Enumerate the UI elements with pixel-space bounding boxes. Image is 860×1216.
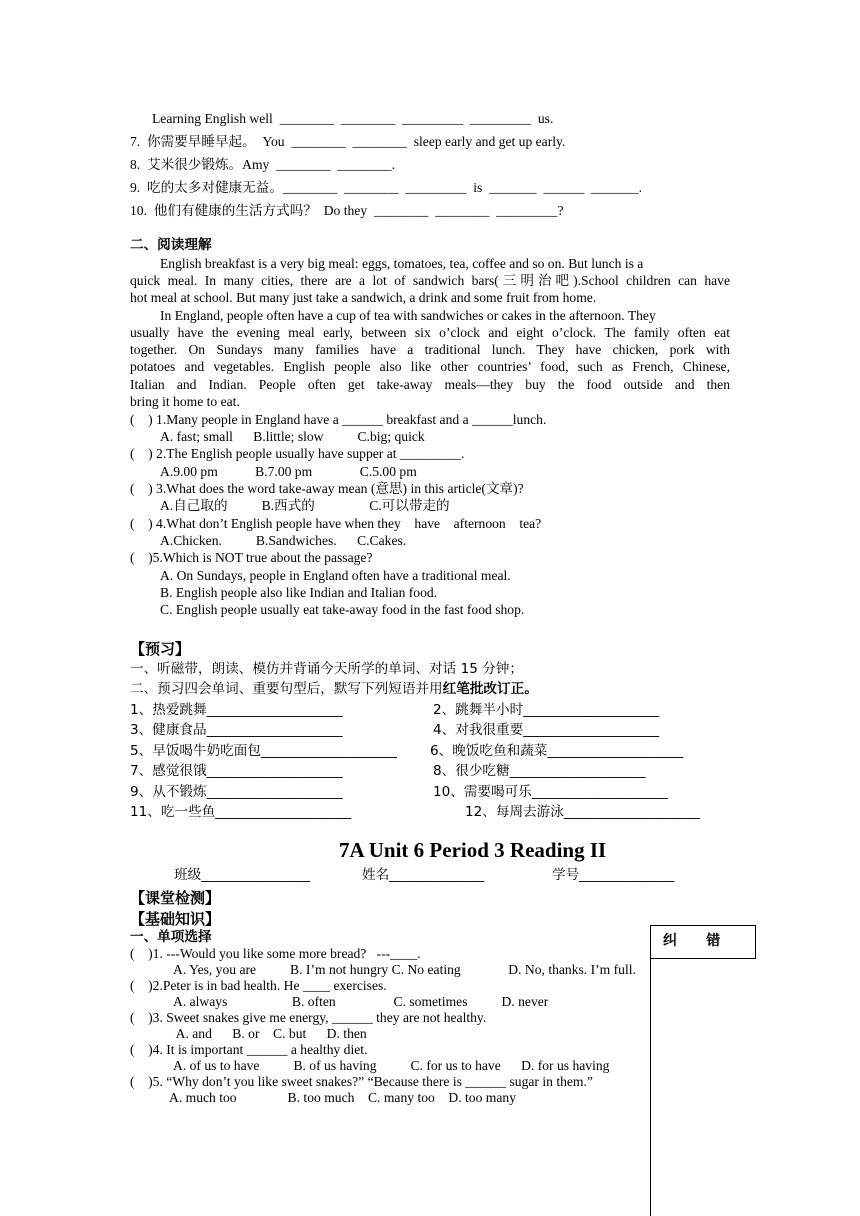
choice-question-4: ( )4. It is important ______ a healthy diet. [130, 1042, 368, 1057]
reading-options-1: A. fast; small B.little; slow C.big; quick [160, 429, 425, 444]
reading-options-3: A.自己取的 B.西式的 C.可以带走的 [160, 498, 450, 513]
name-field: 姓名______________ [362, 867, 485, 883]
reading-options-5b: B. English people also like Indian and Italian food. [160, 585, 438, 600]
preview-line-2-emphasis: 红笔批改订正。 [442, 681, 538, 697]
choice-options-3: A. and B. or C. but D. then [173, 1026, 367, 1041]
reading-question-3: ( ) 3.What does the word take-away mean (意思) in this article(文章)? [130, 481, 524, 496]
preview-item-9: 9、从不锻炼____________________ [130, 784, 343, 800]
reading-options-4: A.Chicken. B.Sandwiches. C.Cakes. [160, 533, 407, 548]
preview-heading: 【预习】 [130, 640, 191, 658]
reading-question-2: ( ) 2.The English people usually have supper at _________. [130, 446, 465, 461]
class-check-heading: 【课堂检测】 [130, 889, 221, 907]
preview-item-8: 8、很少吃糖____________________ [433, 763, 646, 779]
reading-p2-line3: together. On Sundays many families have a traditional lunch. They have chicken, pork with [130, 342, 730, 357]
student-number-field: 学号______________ [552, 867, 675, 883]
preview-item-5: 5、早饭喝牛奶吃面包____________________ [130, 743, 397, 759]
preview-item-11: 11、吃一些鱼____________________ [130, 804, 352, 820]
reading-p1-line3: hot meal at school. But many just take a sandwich, a drink and some fruit from home. [130, 290, 597, 305]
reading-question-4: ( ) 4.What don’t English people have when they have afternoon tea? [130, 516, 542, 531]
preview-line-2-text: 二、预习四会单词、重要句型后，默写下列短语并用 [130, 681, 443, 697]
exercise-9: 9. 吃的太多对健康无益。________ ________ _________ is _______ ______ _______. [130, 180, 643, 195]
choice-options-1: A. Yes, you are B. I’m not hungry C. No eating D. No, thanks. I’m full. [173, 962, 636, 977]
reading-p2-line6: bring it home to eat. [130, 394, 240, 409]
reading-p2-line5: Italian and Indian. People often get take-away meals—they buy the food outside and then [130, 377, 730, 392]
reading-p2-line1: In England, people often have a cup of tea with sandwiches or cakes in the afternoon. They [160, 308, 656, 323]
choice-question-1: ( )1. ---Would you like some more bread? ---____. [130, 946, 421, 961]
reading-options-5a: A. On Sundays, people in England often have a traditional meal. [160, 568, 511, 583]
preview-item-10: 10、需要喝可乐____________________ [433, 784, 668, 800]
reading-heading: 二、阅读理解 [130, 237, 212, 253]
reading-options-2: A.9.00 pm B.7.00 pm C.5.00 pm [160, 464, 417, 479]
preview-item-1: 1、热爱跳舞____________________ [130, 702, 343, 718]
preview-item-12: 12、每周去游泳____________________ [465, 804, 700, 820]
preview-item-3: 3、健康食品____________________ [130, 722, 343, 738]
exercise-6-continuation: Learning English well ________ ________ _________ _________ us. [152, 111, 554, 126]
choice-question-3: ( )3. Sweet snakes give me energy, ______ they are not healthy. [130, 1010, 487, 1025]
correction-label: 纠 错 [663, 933, 721, 949]
choice-options-2: A. always B. often C. sometimes D. never [173, 994, 549, 1009]
reading-p1-line2: quick meal. In many cities, there are a lot of sandwich bars(三明治吧).School children can have [130, 273, 730, 288]
correction-margin-line [650, 957, 651, 1216]
correction-box [650, 925, 756, 959]
choice-question-5: ( )5. “Why don’t you like sweet snakes?” “Because there is ______ sugar in them.” [130, 1074, 593, 1089]
class-field: 班级________________ [174, 867, 310, 883]
choice-options-5: A. much too B. too much C. many too D. too many [169, 1090, 516, 1105]
exercise-10: 10. 他们有健康的生活方式吗？ Do they ________ ________ _________? [130, 203, 564, 218]
exercise-8: 8. 艾米很少锻炼。Amy ________ ________. [130, 157, 396, 172]
reading-p2-line4: potatoes and vegetables. English people also like other countries’ food, such as French, Chinese, [130, 359, 730, 374]
basic-knowledge-heading: 【基础知识】 [130, 910, 221, 928]
reading-question-5: ( )5.Which is NOT true about the passage? [130, 550, 373, 565]
reading-p1-line1: English breakfast is a very big meal: eggs, tomatoes, tea, coffee and so on. But lunch is a [160, 256, 644, 271]
preview-item-2: 2、跳舞半小时____________________ [433, 702, 660, 718]
reading-p2-line2: usually have the evening meal early, between six o’clock and eight o’clock. The family often eat [130, 325, 730, 340]
preview-line-2 [130, 681, 538, 698]
choice-question-2: ( )2.Peter is in bad health. He ____ exercises. [130, 978, 387, 993]
page-title: 7A Unit 6 Period 3 Reading II [339, 838, 607, 862]
exercise-7: 7. 你需要早睡早起。 You ________ ________ sleep early and get up early. [130, 134, 566, 149]
preview-item-7: 7、感觉很饿____________________ [130, 763, 343, 779]
choice-options-4: A. of us to have B. of us having C. for us to have D. for us having [173, 1058, 610, 1073]
reading-question-1: ( ) 1.Many people in England have a ______ breakfast and a ______lunch. [130, 412, 547, 427]
reading-options-5c: C. English people usually eat take-away food in the fast food shop. [160, 602, 525, 617]
preview-item-6: 6、晚饭吃鱼和蔬菜____________________ [430, 743, 684, 759]
preview-item-4: 4、对我很重要____________________ [433, 722, 660, 738]
preview-line-1: 一、听磁带，朗读、模仿并背诵今天所学的单词、对话 15 分钟； [130, 661, 523, 677]
single-choice-heading: 一、单项选择 [130, 929, 212, 945]
